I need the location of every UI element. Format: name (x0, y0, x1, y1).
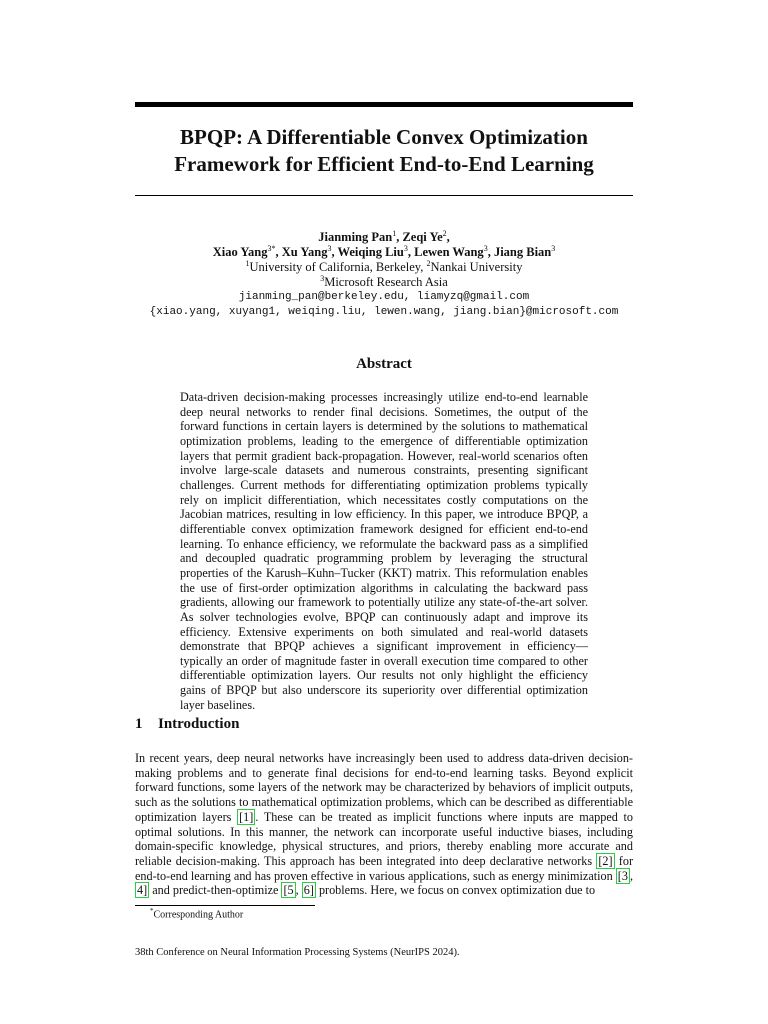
title-top-rule (135, 102, 633, 107)
title-bottom-rule (135, 195, 633, 196)
author-line-1 (100, 230, 668, 245)
title-line-1: BPQP: A Differentiable Convex Optimization (180, 125, 588, 149)
affiliation-text: University of California, Berkeley, (249, 260, 427, 274)
affiliation-mark: 3 (483, 243, 488, 253)
author-separator: , (446, 230, 450, 244)
citation-link[interactable]: 4] (137, 883, 148, 898)
affiliation-mark: 1 (245, 258, 250, 268)
citation-separator: , (295, 883, 302, 898)
affiliation-mark: 2 (426, 258, 431, 268)
author-line-2 (100, 245, 668, 260)
footnote-mark: * (150, 907, 154, 915)
affiliation-mark: 3 (403, 243, 408, 253)
footnote (150, 907, 243, 920)
section-number: 1 (135, 716, 143, 732)
author-name: , Weiqing Liu (331, 245, 404, 259)
body-text: In recent years, deep neural networks have increasingly been used to address data-driven decision-making problems and to generate final decisions for end-to-end learning tasks. Beyond explicit forward functions, some layers of the network may be characterized by behaviors of implicit outputs, such as the solutions to mathematical optimization problems, which can be described as differentiable optimization layers (135, 751, 633, 824)
affiliation-mark: 3 (320, 273, 325, 283)
affiliation-mark: 1 (392, 228, 397, 238)
citation-separator: , (629, 868, 633, 883)
body-text: . These can be treated as implicit functions where inputs are mapped to optimal solutions. In this manner, the network can incorporate useful inductive biases, including domain-specific knowledge, physical structures, and priors, thereby enabling more accurate and reliable decision-making. This approach has been integrated into deep declarative networks (135, 809, 633, 868)
author-block (100, 230, 668, 320)
citation-link[interactable]: [2] (598, 853, 613, 868)
affiliation-line-1 (100, 260, 668, 275)
affiliation-text: Nankai University (430, 260, 523, 274)
footnote-rule (135, 905, 315, 906)
affiliation-mark: 3 (327, 243, 332, 253)
section-title: Introduction (158, 716, 240, 732)
email-line-1: jianming_pan@berkeley.edu, liamyzq@gmail.com (238, 291, 530, 303)
author-name: , Xu Yang (275, 245, 328, 259)
citation-link[interactable]: 6] (303, 883, 314, 898)
author-name: , Jiang Bian (487, 245, 552, 259)
body-text: and predict-then-optimize (149, 883, 282, 898)
author-name: Xiao Yang (212, 245, 268, 259)
citation-link[interactable]: [1] (239, 809, 254, 824)
citation-link[interactable]: [3 (617, 868, 628, 883)
body-text: problems. Here, we focus on convex optimization due to (315, 883, 596, 898)
affiliation-line-2 (100, 275, 668, 290)
paper-title (135, 124, 633, 178)
section-heading-introduction (135, 716, 239, 733)
email-line-2: {xiao.yang, xuyang1, weiqing.liu, lewen.wang, jiang.bian}@microsoft.com (149, 306, 619, 318)
affiliation-mark: 3 (551, 243, 556, 253)
footnote-text: Corresponding Author (153, 909, 244, 921)
abstract-heading: Abstract (356, 356, 412, 372)
introduction-paragraph (135, 751, 633, 898)
author-name: , Zeqi Ye (396, 230, 443, 244)
affiliation-text: Microsoft Research Asia (324, 275, 448, 289)
title-line-2: Framework for Efficient End-to-End Learning (174, 152, 594, 176)
body-text: for end-to-end learning and has proven effective in various applications, such as energy minimization (135, 853, 634, 883)
conference-note: 38th Conference on Neural Information Processing Systems (NeurIPS 2024). (135, 947, 460, 958)
affiliation-mark: 3* (267, 243, 276, 253)
author-name: , Lewen Wang (407, 245, 484, 259)
affiliation-mark: 2 (442, 228, 447, 238)
abstract-text: Data-driven decision-making processes increasingly utilize end-to-end learnable deep neural networks to render final decisions. Sometimes, the output of the forward functions in certain layers is determined by the solutions to mathematical optimization problems, leading to the emergence of differentiable optimization layers that permit gradient back-propagation. However, real-world scenarios often involve large-scale datasets and numerous constraints, presenting significant challenges. Current methods for differentiating optimization problems typically rely on implicit differentiation, which necessitates costly computations on the Jacobian matrices, resulting in low efficiency. In this paper, we introduce BPQP, a differentiable convex optimization framework designed for efficient end-to-end learning. To enhance efficiency, we reformulate the backward pass as a simplified and decoupled quadratic programming problem by leveraging the structural properties of the Karush–Kuhn–Tucker (KKT) matrix. This reformulation enables the use of first-order optimization algorithms in calculating the backward pass gradients, allowing our framework to potentially utilize any state-of-the-art solver. As solver technologies evolve, BPQP can continuously adapt and improve its efficiency. Extensive experiments on both simulated and real-world datasets demonstrate that BPQP achieves a significant improvement in efficiency—typically an order of magnitude faster in overall execution time compared to other differentiable optimization layers. Our results not only highlight the efficiency gains of BPQP but also underscore its superiority over differential optimization layer baselines. (180, 390, 588, 712)
citation-link[interactable]: [5 (283, 883, 294, 898)
author-name: Jianming Pan (318, 230, 393, 244)
